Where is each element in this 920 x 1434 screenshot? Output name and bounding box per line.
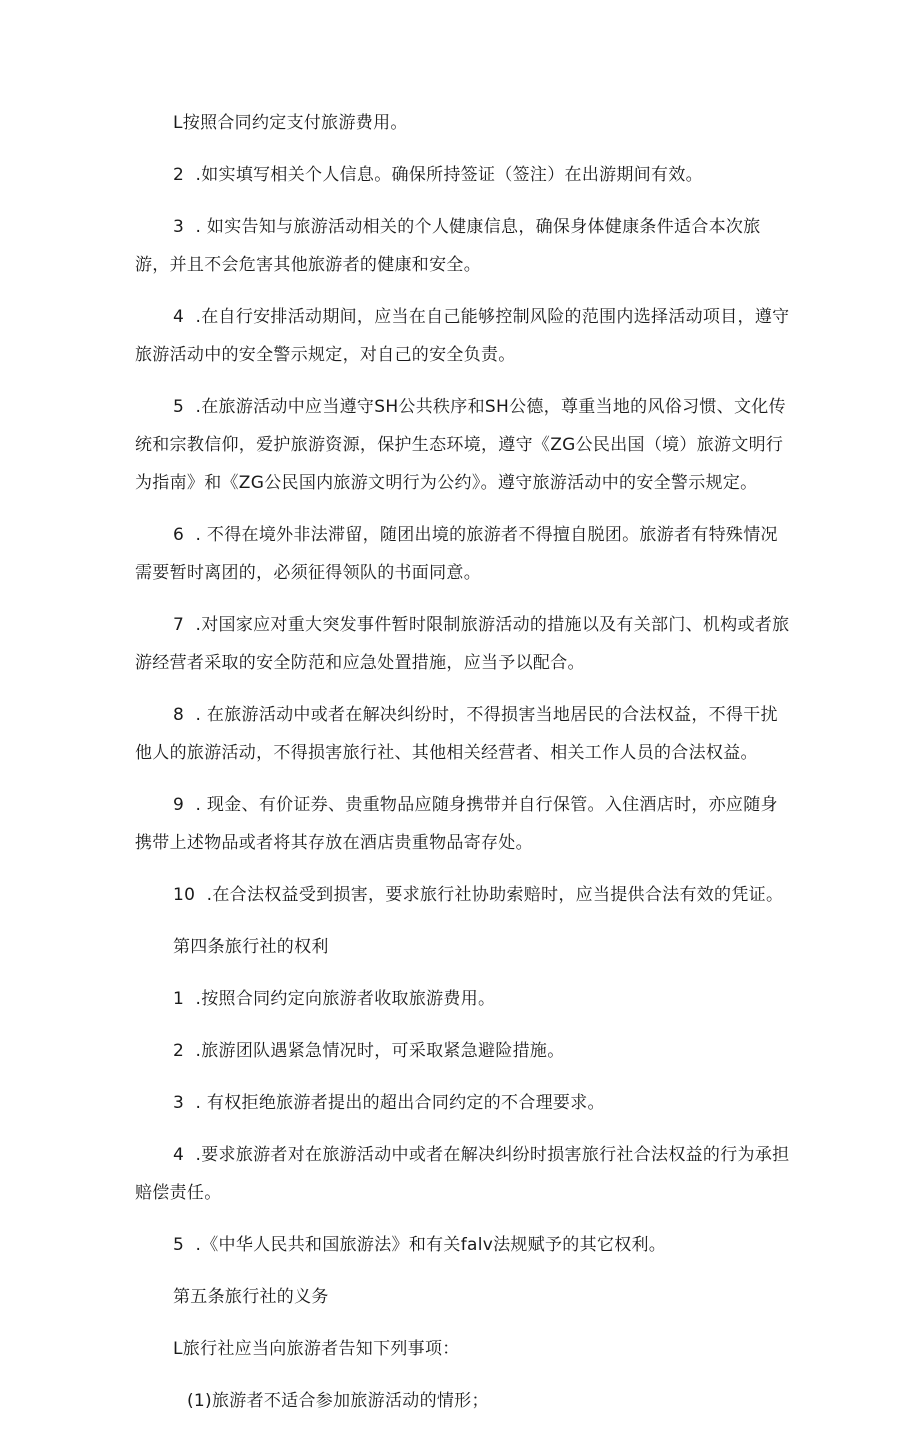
paragraph-item-5: 5 .在旅游活动中应当遵守SH公共秩序和SH公德，尊重当地的风俗习惯、文化传统和宗教信仰，爱护旅游资源，保护生态环境，遵守《ZG公民出国（境）旅游文明行为指南》和《ZG公民国内旅游文明行为公约》。遵守旅游活动中的安全警示规定。 xyxy=(135,397,786,493)
paragraph-item-8: 8 . 在旅游活动中或者在解决纠纷时，不得损害当地居民的合法权益，不得干扰他人的旅游活动，不得损害旅行社、其他相关经营者、相关工作人员的合法权益。 xyxy=(135,705,778,763)
rights-item-5: 5 .《中华人民共和国旅游法》和有关falv法规赋予的其它权利。 xyxy=(173,1235,667,1255)
paragraph-item-10: 10 .在合法权益受到损害，要求旅行社协助索赔时，应当提供合法有效的凭证。 xyxy=(173,885,784,905)
paragraph-item-2: 2 .如实填写相关个人信息。确保所持签证（签注）在出游期间有效。 xyxy=(173,165,703,185)
rights-item-4: 4 .要求旅游者对在旅游活动中或者在解决纠纷时损害旅行社合法权益的行为承担赔偿责任。 xyxy=(135,1145,790,1203)
paragraph-item-3: 3 . 如实告知与旅游活动相关的个人健康信息，确保身体健康条件适合本次旅游，并且不会危害其他旅游者的健康和安全。 xyxy=(135,217,761,275)
paragraph-item-6: 6 . 不得在境外非法滞留，随团出境的旅游者不得擅自脱团。旅游者有特殊情况需要暂时离团的，必须征得领队的书面同意。 xyxy=(135,525,778,583)
document-body xyxy=(135,104,795,1434)
obligations-subitem-1: (1)旅游者不适合参加旅游活动的情形； xyxy=(187,1391,489,1411)
rights-item-2: 2 .旅游团队遇紧急情况时，可采取紧急避险措施。 xyxy=(173,1041,565,1061)
paragraph-item-9: 9 . 现金、有价证券、贵重物品应随身携带并自行保管。入住酒店时，亦应随身携带上述物品或者将其存放在酒店贵重物品寄存处。 xyxy=(135,795,778,853)
rights-item-3: 3 . 有权拒绝旅游者提出的超出合同约定的不合理要求。 xyxy=(173,1093,605,1113)
rights-item-1: 1 .按照合同约定向旅游者收取旅游费用。 xyxy=(173,989,496,1009)
section-heading-article-5: 第五条旅行社的义务 xyxy=(173,1287,329,1307)
paragraph-item-7: 7 .对国家应对重大突发事件暂时限制旅游活动的措施以及有关部门、机构或者旅游经营者采取的安全防范和应急处置措施，应当予以配合。 xyxy=(135,615,790,673)
paragraph-item-1: L按照合同约定支付旅游费用。 xyxy=(173,113,408,133)
obligations-item-1: L旅行社应当向旅游者告知下列事项： xyxy=(173,1339,460,1359)
section-heading-article-4: 第四条旅行社的权利 xyxy=(173,937,329,957)
paragraph-item-4: 4 .在自行安排活动期间，应当在自己能够控制风险的范围内选择活动项目，遵守旅游活动中的安全警示规定，对自己的安全负责。 xyxy=(135,307,790,365)
